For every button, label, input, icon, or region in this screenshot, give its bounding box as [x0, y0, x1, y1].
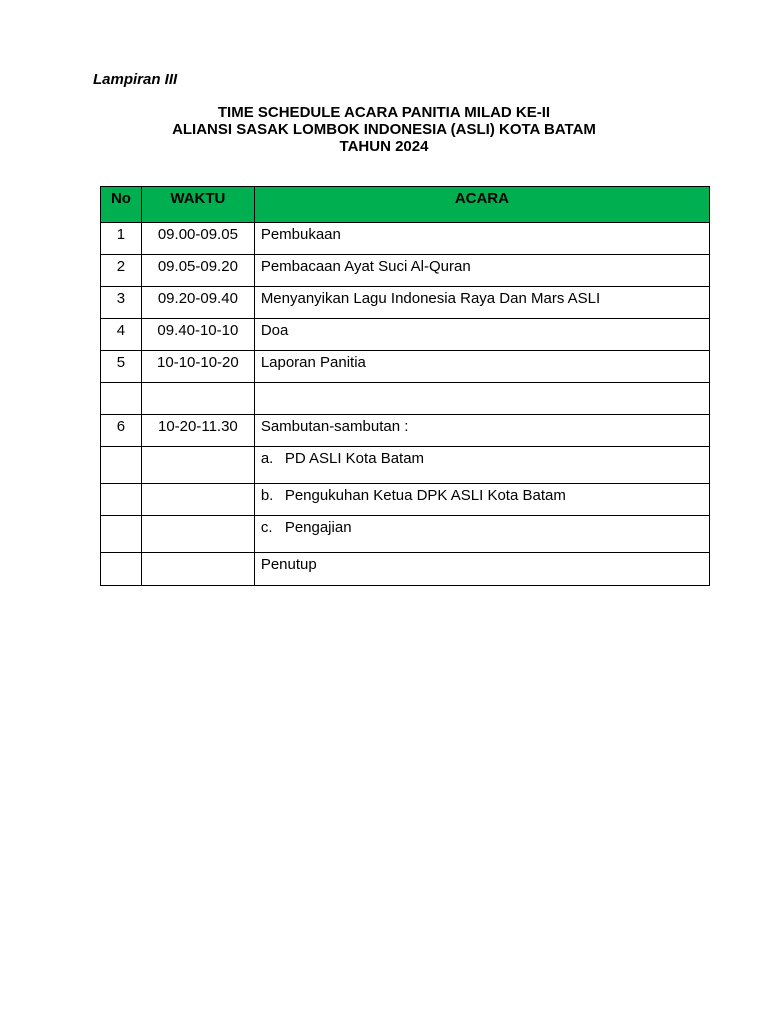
cell-acara — [254, 447, 709, 484]
cell-waktu — [141, 553, 254, 586]
cell-no: 3 — [101, 287, 142, 319]
cell-no — [101, 484, 142, 516]
cell-no — [101, 516, 142, 553]
title-line-2: ALIANSI SASAK LOMBOK INDONESIA (ASLI) KOTA BATAM — [172, 121, 596, 138]
sub-item-text: Pengukuhan Ketua DPK ASLI Kota Batam — [284, 487, 566, 504]
cell-acara — [254, 383, 709, 415]
sub-item-text: PD ASLI Kota Batam — [284, 450, 425, 467]
table-row — [101, 351, 710, 383]
cell-waktu: 09.20-09.40 — [141, 287, 254, 319]
cell-waktu: 09.00-09.05 — [141, 223, 254, 255]
cell-waktu — [141, 516, 254, 553]
document-title — [0, 104, 768, 155]
attachment-label: Lampiran III — [93, 71, 178, 88]
header-acara: ACARA — [254, 187, 709, 223]
cell-acara: Menyanyikan Lagu Indonesia Raya Dan Mars ASLI — [254, 287, 709, 319]
header-no: No — [101, 187, 142, 223]
cell-no — [101, 553, 142, 586]
cell-waktu: 10-10-10-20 — [141, 351, 254, 383]
sub-item-text: Pengajian — [284, 519, 352, 536]
cell-acara: Pembacaan Ayat Suci Al-Quran — [254, 255, 709, 287]
table-row-empty — [101, 383, 710, 415]
sub-item-letter: c. — [260, 519, 273, 536]
cell-acara: Sambutan-sambutan : — [254, 415, 709, 447]
cell-no: 1 — [101, 223, 142, 255]
table-row — [101, 287, 710, 319]
cell-no: 6 — [101, 415, 142, 447]
cell-acara: Penutup — [254, 553, 709, 586]
cell-acara: Doa — [254, 319, 709, 351]
cell-no — [101, 447, 142, 484]
cell-no: 5 — [101, 351, 142, 383]
table-row — [101, 223, 710, 255]
cell-waktu — [141, 383, 254, 415]
cell-waktu: 10-20-11.30 — [141, 415, 254, 447]
sub-item-letter: b. — [260, 487, 274, 504]
table-header-row — [101, 187, 710, 223]
cell-acara — [254, 516, 709, 553]
header-waktu: WAKTU — [141, 187, 254, 223]
cell-no: 4 — [101, 319, 142, 351]
title-line-3: TAHUN 2024 — [339, 138, 429, 155]
cell-acara: Pembukaan — [254, 223, 709, 255]
table-row-sub-item — [101, 484, 710, 516]
cell-acara: Laporan Panitia — [254, 351, 709, 383]
table-row-sub-item — [101, 447, 710, 484]
table-row-sub-item — [101, 516, 710, 553]
table-row — [101, 415, 710, 447]
cell-acara — [254, 484, 709, 516]
cell-no: 2 — [101, 255, 142, 287]
cell-waktu: 09.05-09.20 — [141, 255, 254, 287]
title-line-1: TIME SCHEDULE ACARA PANITIA MILAD KE-II — [217, 104, 551, 121]
schedule-table — [100, 186, 710, 586]
cell-no — [101, 383, 142, 415]
cell-waktu: 09.40-10-10 — [141, 319, 254, 351]
cell-waktu — [141, 484, 254, 516]
sub-item-letter: a. — [260, 450, 274, 467]
cell-waktu — [141, 447, 254, 484]
table-row-closing — [101, 553, 710, 586]
table-row — [101, 319, 710, 351]
table-row — [101, 255, 710, 287]
